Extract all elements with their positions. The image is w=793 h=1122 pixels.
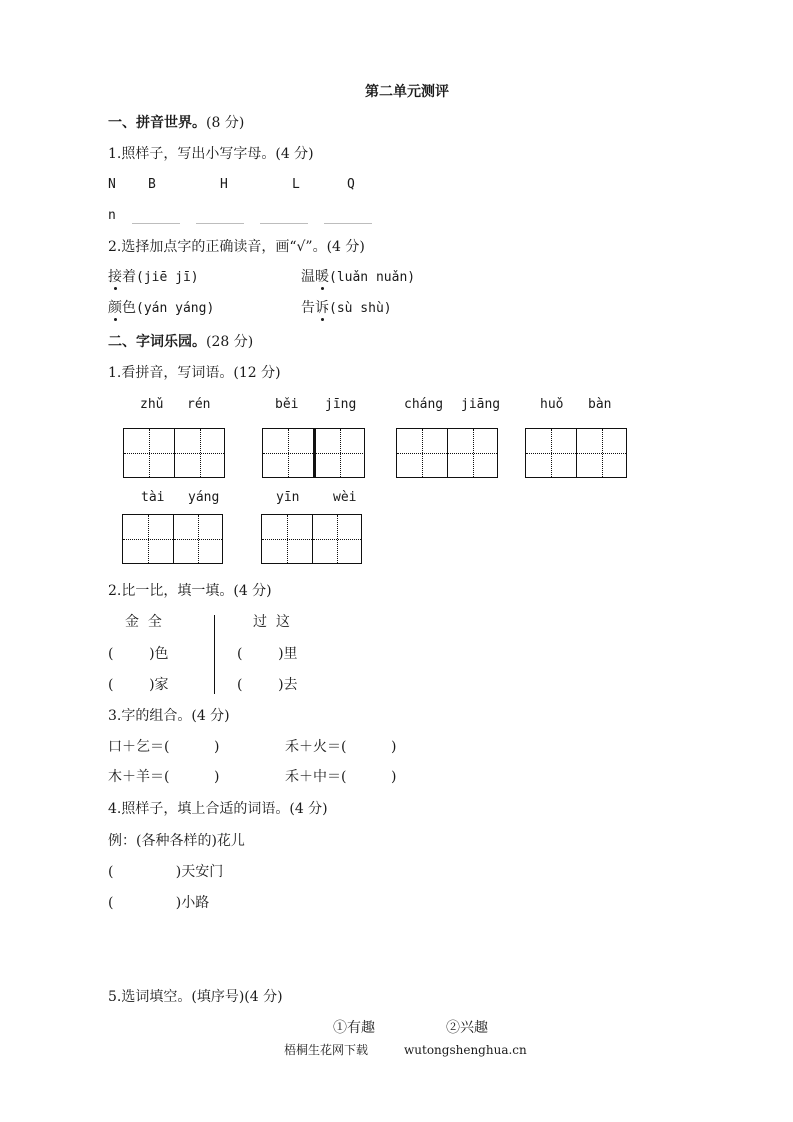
pinyin-huo: huǒ [540,397,564,412]
word-option-2: ②兴趣 [446,1020,488,1036]
section1-score: (8 分) [206,115,245,131]
compare-pair-left: 金 全 [125,614,162,630]
pinyin-tai: tài [141,490,165,505]
grid-cell[interactable] [313,429,363,477]
grid-cell[interactable] [312,515,362,563]
pinyin-jing: jīng [325,397,357,412]
grid-cell[interactable] [123,515,173,563]
uppercase-letter-b: B [148,177,156,192]
section2-heading [108,333,253,351]
page-title: 第二单元测评 [365,84,449,100]
section1-heading-text: 一、拼音世界。 [108,115,206,131]
answer-blank-l[interactable] [260,223,308,224]
fill-blank-xiaolu[interactable]: ( )小路 [108,895,210,911]
writing-grid-yinwei[interactable] [261,514,362,564]
answer-blank-h[interactable] [196,223,244,224]
word-option-1: ①有趣 [333,1020,375,1036]
dotted-char: 接 [108,269,122,285]
pinyin-chang: cháng [404,397,444,412]
grid-cell[interactable] [262,515,312,563]
example-lowercase: n [108,208,116,223]
pinyin-zhu: zhǔ [140,397,164,412]
pinyin-ren: rén [187,397,211,412]
fill-blank-tiananmen[interactable]: ( )天安门 [108,864,224,880]
section2-score: (28 分) [206,334,254,350]
uppercase-letter-q: Q [347,177,355,192]
writing-grid-zhuren[interactable] [123,428,225,478]
writing-grid-beijing[interactable] [262,428,365,478]
compare-blank-li[interactable]: ( )里 [237,646,298,662]
reading-item-gaosu[interactable]: 告诉(sù shù) [301,300,392,316]
compare-blank-se[interactable]: ( )色 [108,646,169,662]
grid-cell[interactable] [447,429,497,477]
s2-q2-prompt: 2.比一比，填一填。(4 分) [108,583,272,599]
grid-cell[interactable] [174,429,224,477]
grid-cell[interactable] [124,429,174,477]
grid-cell[interactable] [173,515,223,563]
pinyin-ban: bàn [588,397,612,412]
uppercase-letter-h: H [220,177,228,192]
dotted-char: 诉 [315,300,329,316]
s2-q4-example: 例：(各种各样的)花儿 [108,833,245,849]
s1-q1-prompt: 1.照样子，写出小写字母。(4 分) [108,146,314,162]
divider-line [214,615,215,694]
pinyin-jiang: jiāng [461,397,501,412]
writing-grid-huoban[interactable] [525,428,627,478]
pinyin-bei: běi [275,397,299,412]
pinyin-options: (luǎn nuǎn) [329,270,416,285]
combine-kou-qi[interactable]: 口＋乞＝( ) [108,739,220,755]
writing-grid-changjiang[interactable] [396,428,498,478]
dotted-char: 暖 [315,269,329,285]
writing-grid-taiyang[interactable] [122,514,223,564]
combine-he-zhong[interactable]: 禾＋中＝( ) [285,769,397,785]
compare-blank-qu[interactable]: ( )去 [237,677,298,693]
compare-pair-right: 过 这 [253,614,290,630]
pinyin-yin: yīn [276,490,300,505]
grid-cell[interactable] [263,429,313,477]
pinyin-options: (sù shù) [329,301,392,316]
section2-heading-text: 二、字词乐园。 [108,334,206,350]
grid-cell[interactable] [526,429,576,477]
uppercase-letter-n: N [108,177,116,192]
pinyin-options: (jiē jī) [136,270,199,285]
footer-site-url: wutongshenghua.cn [404,1043,527,1057]
uppercase-letter-l: L [292,177,300,192]
grid-cell[interactable] [397,429,447,477]
combine-he-huo[interactable]: 禾＋火＝( ) [285,739,397,755]
answer-blank-b[interactable] [132,223,180,224]
grid-cell[interactable] [576,429,626,477]
reading-item-jiezhe[interactable]: 接着(jiē jī) [108,269,199,285]
reading-item-yanse[interactable]: 颜色(yán yáng) [108,300,215,316]
reading-item-wennuan[interactable]: 温暖(luǎn nuǎn) [301,269,416,285]
pinyin-wei: wèi [333,490,357,505]
combine-mu-yang[interactable]: 木＋羊＝( ) [108,769,220,785]
s2-q5-prompt: 5.选词填空。(填序号)(4 分) [108,989,283,1005]
dotted-char: 颜 [108,300,122,316]
s1-q2-prompt: 2.选择加点字的正确读音，画“√”。(4 分) [108,239,365,255]
answer-blank-q[interactable] [324,223,372,224]
pinyin-yang: yáng [188,490,220,505]
s2-q4-prompt: 4.照样子，填上合适的词语。(4 分) [108,801,328,817]
pinyin-options: (yán yáng) [136,301,215,316]
s2-q3-prompt: 3.字的组合。(4 分) [108,708,230,724]
section1-heading [108,114,244,132]
footer-site-name: 梧桐生花网下载 [284,1043,369,1057]
s2-q1-prompt: 1.看拼音，写词语。(12 分) [108,365,281,381]
compare-blank-jia[interactable]: ( )家 [108,677,169,693]
